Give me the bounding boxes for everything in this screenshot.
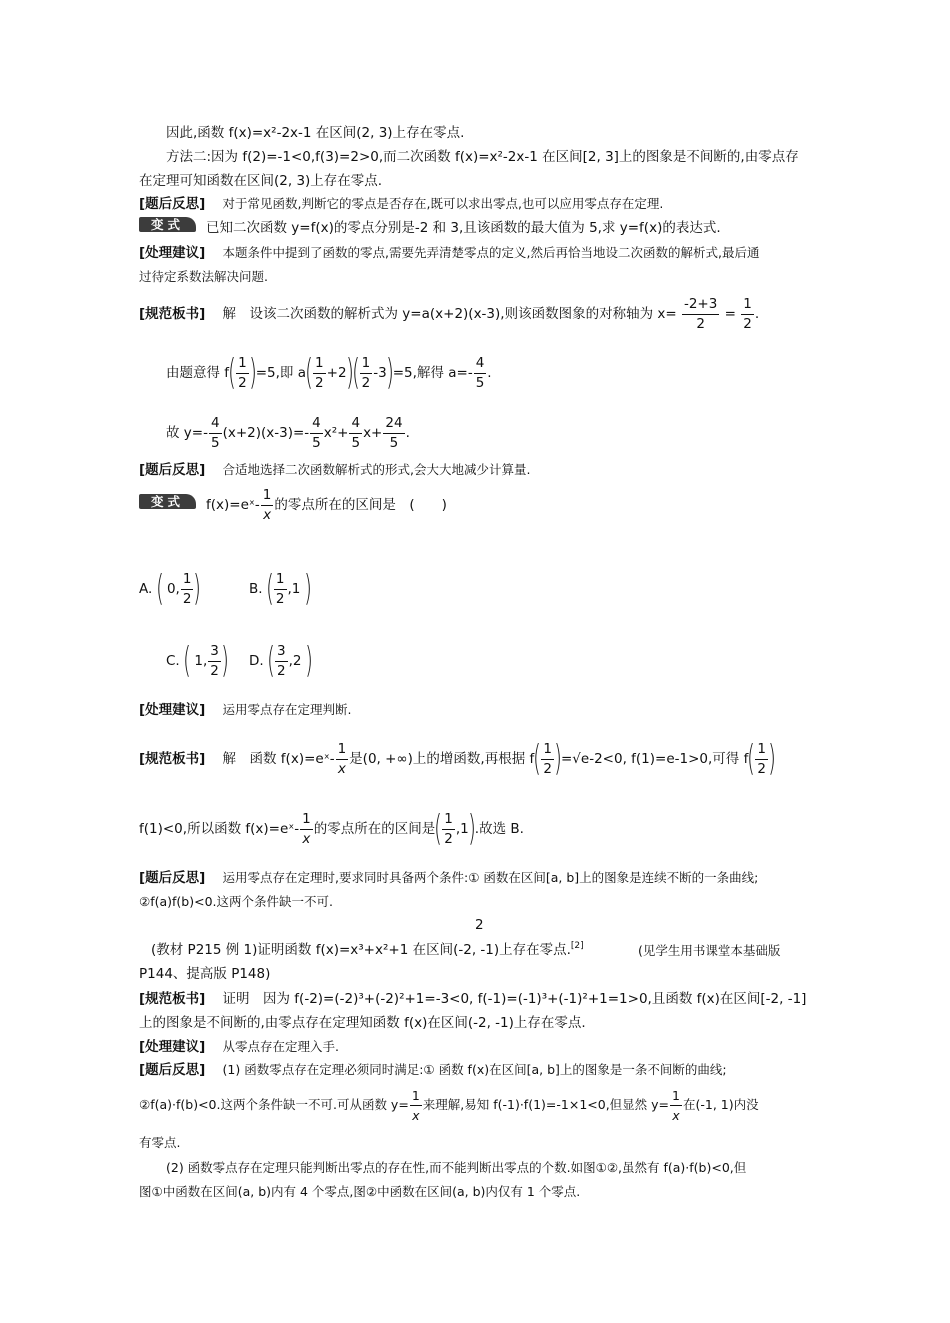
section-tag: [规范板书] xyxy=(139,751,206,767)
text-line: 因此,函数 f(x)=x²-2x-1 在区间(2, 3)上存在零点. xyxy=(166,125,465,141)
text-line: 有零点. xyxy=(139,1135,181,1150)
variant-1-question: 已知二次函数 y=f(x)的零点分别是-2 和 3,且该函数的最大值为 5,求 y=f(x)的表达式. xyxy=(206,220,721,236)
suggestion-2 xyxy=(139,701,352,719)
section-tag: [题后反思] xyxy=(139,462,206,478)
text-line: 图①中函数在区间(a, b)内有 4 个零点,图②中函数在区间(a, b)内仅有 1 个零点. xyxy=(139,1184,581,1199)
suggestion-text: 从零点存在定理入手. xyxy=(222,1039,339,1054)
suggestion-3 xyxy=(139,1038,339,1056)
text-line: P144、提高版 P148) xyxy=(139,966,271,982)
reflection-text: 合适地选择二次函数解析式的形式,会大大地减少计算量. xyxy=(222,462,531,477)
option-d[interactable]: D. ( $\frac{3}{2}$ ,2 ) xyxy=(249,640,313,681)
reflection-4-line-2: ②f(a)·f(b)<0.这两个条件缺一不可.可从函数 y= $\frac{1}{x}$ 来理解,易知 f(-1)·f(1)=-1×1<0,但显然 y= $\frac{1}{x}$ 在(-1, 1)内没 xyxy=(139,1088,759,1123)
text-line: 过待定系数法解决问题. xyxy=(139,269,268,284)
text-line: 方法二:因为 f(2)=-1<0,f(3)=2>0,而二次函数 f(x)=x²-2x-1 在区间[2, 3]上的图象是不间断的,由零点存 xyxy=(166,149,799,165)
section-tag: [规范板书] xyxy=(139,306,206,322)
reflection-text: 运用零点存在定理时,要求同时具备两个条件:① 函数在区间[a, b]上的图象是连续不断的一条曲线; xyxy=(222,870,759,885)
section-tag: [题后反思] xyxy=(139,196,206,212)
text-line: 在定理可知函数在区间(2, 3)上存在零点. xyxy=(139,173,383,189)
example-line: (教材 P215 例 1)证明函数 f(x)=x³+x²+1 在区间(-2, -1)上存在零点.[2] xyxy=(151,941,584,958)
section-tag: [处理建议] xyxy=(139,702,206,718)
so-line: 故 y=- $\frac{4}{5}$ (x+2)(x-3)=- $\frac{4}{5}$ x²+ $\frac{4}{5}$ x+ $\frac{24}{5}$ . xyxy=(166,414,410,451)
board-text: 解 设该二次函数的解析式为 y=a(x+2)(x-3),则该函数图象的对称轴为 x= xyxy=(222,306,677,322)
text-line: ②f(a)f(b)<0.这两个条件缺一不可. xyxy=(139,894,333,909)
reflection-text: 对于常见函数,判断它的零点是否存在,既可以求出零点,也可以应用零点存在定理. xyxy=(222,196,664,211)
suggestion-text: 运用零点存在定理判断. xyxy=(222,702,352,717)
variant-2-question: f(x)=eˣ- $\frac{1}{x}$ 的零点所在的区间是 ( ) xyxy=(206,486,447,523)
section-tag: [处理建议] xyxy=(139,1039,206,1055)
variant-badge: 变式 xyxy=(139,494,196,509)
section-tag: [规范板书] xyxy=(139,991,206,1007)
reflection-text: (1) 函数零点存在定理必须同时满足:① 函数 f(x)在区间[a, b]上的图象是一条不间断的曲线; xyxy=(222,1062,727,1077)
text-line: (2) 函数零点存在定理只能判断出零点的存在性,而不能判断出零点的个数.如图①②,虽然有 f(a)·f(b)<0,但 xyxy=(166,1160,747,1175)
sqrt-e: √e xyxy=(572,751,590,767)
footnote-ref: [2] xyxy=(570,941,584,951)
given-line: 由题意得 f( $\frac{1}{2}$ )=5,即 a( $\frac{1}{2}$ +2)( $\frac{1}{2}$ -3)=5,解得 a=- $\frac{4}{5}$ . xyxy=(166,352,492,393)
section-tag: [处理建议] xyxy=(139,245,206,261)
fraction: $\frac{-2+3}{2}$ xyxy=(683,295,718,332)
board-2-line-2: f(1)<0,所以函数 f(x)=eˣ- $\frac{1}{x}$ 的零点所在的区间是( $\frac{1}{2}$ ,1).故选 B. xyxy=(139,808,524,849)
example-note: (见学生用书课堂本基础版 xyxy=(638,943,781,958)
section-tag: [题后反思] xyxy=(139,870,206,886)
reflection-1 xyxy=(139,195,663,213)
section-tag: [题后反思] xyxy=(139,1062,206,1078)
variant-badge: 变式 xyxy=(139,217,196,232)
fraction: $\frac{1}{2}$ xyxy=(743,295,752,332)
option-c[interactable]: C. ( 1, $\frac{3}{2}$ ) xyxy=(166,640,229,681)
section-number: 2 xyxy=(475,917,484,933)
suggestion-1 xyxy=(139,244,759,262)
option-b[interactable]: B. ( $\frac{1}{2}$ ,1 ) xyxy=(249,568,312,609)
option-a[interactable]: A. ( 0, $\frac{1}{2}$ ) xyxy=(139,568,202,609)
reflection-4 xyxy=(139,1061,727,1079)
board-2-line: [规范板书] 解 函数 f(x)=eˣ- $\frac{1}{x}$ 是(0, +∞)上的增函数,再根据 f( $\frac{1}{2}$ )=√e-2<0, f(1)=e-1>0,可得 f( $\frac{1}{2}$ ) xyxy=(139,738,776,779)
text-line: 上的图象是不间断的,由零点存在定理知函数 f(x)在区间(-2, -1)上存在零点. xyxy=(139,1015,586,1031)
reflection-2 xyxy=(139,461,530,479)
reflection-3 xyxy=(139,869,758,887)
suggestion-text: 本题条件中提到了函数的零点,需要先弄清楚零点的定义,然后再恰当地设二次函数的解析式,最后通 xyxy=(222,245,760,260)
board-1-line: [规范板书] 解 设该二次函数的解析式为 y=a(x+2)(x-3),则该函数图象的对称轴为 x= $\frac{-2+3}{2}$ = $\frac{1}{2}$ . xyxy=(139,295,760,332)
board-3-line: [规范板书] 证明 因为 f(-2)=(-2)³+(-2)²+1=-3<0, f(-1)=(-1)³+(-1)²+1=1>0,且函数 f(x)在区间[-2, -1] xyxy=(139,991,807,1007)
